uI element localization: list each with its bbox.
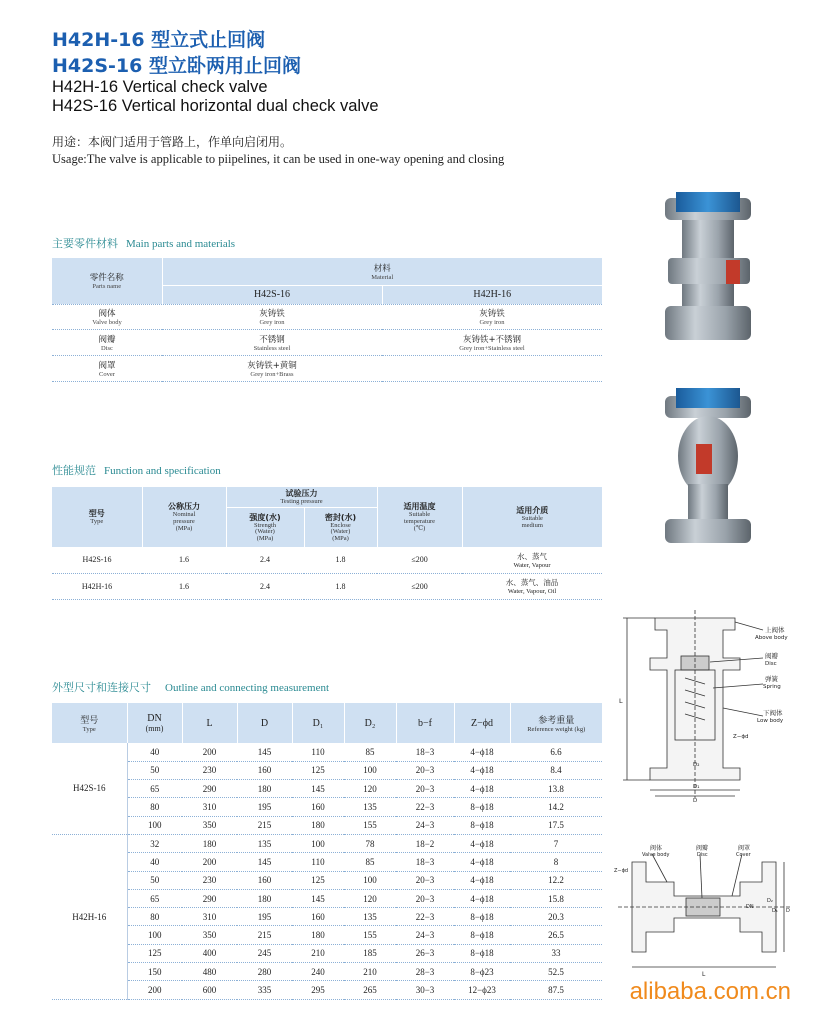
dimension-bf: 28−3 — [396, 963, 454, 981]
drawing2-cover-cn: 阀罩 — [738, 845, 751, 852]
dimension-dn: 65 — [127, 780, 182, 798]
materials-col-material-cn: 材料 — [373, 263, 391, 274]
dimension-d: 160 — [237, 871, 292, 889]
drawing2-dim-d2: D₂ — [767, 898, 773, 904]
materials-h42s-en: Stainless steel — [253, 344, 291, 352]
dimension-row — [52, 981, 602, 999]
dimension-dn: 32 — [127, 834, 182, 852]
dimension-dn: 40 — [127, 743, 182, 761]
dimension-bf: 26−3 — [396, 944, 454, 962]
dim-col-dn — [127, 703, 182, 743]
spec-col-seal — [304, 507, 377, 547]
dimension-zd: 4−ϕ18 — [454, 743, 510, 761]
dimension-dn: 50 — [127, 871, 182, 889]
drawing2-dim-zd: Z−ϕd — [614, 868, 629, 874]
dim-col-l: L — [182, 703, 237, 743]
materials-h42s-cn: 灰铸铁 — [259, 309, 285, 319]
materials-sub-h42s: H42S-16 — [162, 285, 382, 304]
dimensions-heading-cn: 外型尺寸和连接尺寸 — [52, 681, 151, 694]
spec-temp: ≤200 — [377, 547, 462, 573]
dimension-zd: 4−ϕ18 — [454, 853, 510, 871]
dim-col-d2: D₂ — [344, 703, 396, 743]
dimension-group-type: H42S-16 — [52, 743, 127, 834]
materials-h42s-cn: 不锈钢 — [259, 334, 285, 345]
dimension-zd: 8−ϕ18 — [454, 944, 510, 962]
materials-part-en: Disc — [101, 344, 113, 352]
spec-pressure: 1.6 — [142, 573, 226, 599]
dimension-l: 180 — [182, 834, 237, 852]
materials-part-en: Cover — [99, 370, 115, 378]
spec-strength: 2.4 — [226, 573, 304, 599]
dimension-l: 350 — [182, 816, 237, 834]
dimension-row — [52, 798, 602, 816]
spec-col-pressure-cn: 公称压力 — [168, 502, 200, 512]
materials-part-en: Valve body — [92, 319, 122, 326]
materials-part-cn: 阀体 — [98, 309, 116, 319]
spec-heading — [52, 462, 221, 478]
dimension-bf: 24−3 — [396, 926, 454, 944]
dimension-l: 290 — [182, 780, 237, 798]
dimension-l: 310 — [182, 908, 237, 926]
dimension-weight: 87.5 — [510, 981, 602, 999]
dimension-d1: 125 — [292, 871, 344, 889]
spec-col-seal-cn: 密封(水) — [324, 512, 357, 522]
dimension-d2: 100 — [344, 871, 396, 889]
materials-heading — [52, 235, 235, 251]
spec-col-temp-cn: 适用温度 — [403, 502, 436, 512]
spec-col-test-cn: 试验压力 — [285, 488, 318, 498]
dimension-weight: 8.4 — [510, 761, 602, 779]
dimension-row — [52, 780, 602, 798]
spec-seal: 1.8 — [304, 547, 377, 573]
title-en-h42h: H42H-16 Vertical check valve — [52, 78, 268, 96]
dimension-zd: 8−ϕ18 — [454, 816, 510, 834]
dimension-dn: 50 — [127, 761, 182, 779]
materials-row — [52, 355, 602, 381]
dimension-zd: 8−ϕ18 — [454, 798, 510, 816]
drawing1-low-body-cn: 下阀体 — [763, 709, 783, 717]
dimension-dn: 40 — [127, 853, 182, 871]
spec-medium-cn: 水、蒸气、油品 — [505, 578, 559, 587]
spec-col-strength-en: (Water) — [255, 528, 275, 536]
dimension-d: 280 — [237, 963, 292, 981]
dimension-bf: 20−3 — [396, 780, 454, 798]
drawing1-dim-d2: D₂ — [693, 762, 700, 768]
spec-medium — [462, 547, 602, 573]
spec-col-pressure-en: Nominal — [172, 511, 196, 519]
drawing1-dim-d: D — [693, 798, 698, 803]
dimension-d: 145 — [237, 743, 292, 761]
materials-h42h-cn: 灰铸铁 — [479, 309, 505, 319]
dimension-row — [52, 816, 602, 834]
dimension-row — [52, 834, 602, 852]
dimension-bf: 18−3 — [396, 853, 454, 871]
dimension-dn: 80 — [127, 908, 182, 926]
dimension-l: 350 — [182, 926, 237, 944]
materials-h42s-en: Grey iron+Brass — [250, 370, 294, 378]
dimensions-table — [52, 703, 602, 1000]
dimension-dn: 125 — [127, 944, 182, 962]
dimension-d1: 110 — [292, 743, 344, 761]
dim-col-zd: Z−ϕd — [454, 703, 510, 743]
dimension-d2: 185 — [344, 944, 396, 962]
dimension-bf: 20−3 — [396, 871, 454, 889]
dimension-l: 200 — [182, 853, 237, 871]
dimension-d1: 295 — [292, 981, 344, 999]
dimension-dn: 65 — [127, 889, 182, 907]
materials-col-part — [52, 258, 162, 304]
dimension-d2: 135 — [344, 798, 396, 816]
dimension-bf: 18−3 — [396, 743, 454, 761]
drawing1-dim-l: L — [619, 697, 623, 705]
dimension-dn: 100 — [127, 926, 182, 944]
spec-medium-en: Water, Vapour, Oil — [507, 588, 557, 595]
dimension-d1: 125 — [292, 761, 344, 779]
spec-col-medium-cn: 适用介质 — [516, 505, 549, 515]
title-cn-h42h: H42H-16 型立式止回阀 — [52, 29, 266, 51]
drawing1-above-body-cn: 上阀体 — [765, 626, 785, 634]
dim-col-dn-label: DN — [147, 713, 162, 724]
spec-seal: 1.8 — [304, 573, 377, 599]
dimension-d1: 180 — [292, 816, 344, 834]
dimension-bf: 20−3 — [396, 889, 454, 907]
spec-col-temp — [377, 487, 462, 547]
dimension-row — [52, 926, 602, 944]
dimension-d1: 160 — [292, 798, 344, 816]
dimension-d2: 155 — [344, 926, 396, 944]
dimension-weight: 26.5 — [510, 926, 602, 944]
dimension-zd: 8−ϕ18 — [454, 908, 510, 926]
valve-photos — [660, 188, 760, 548]
spec-col-pressure-en: pressure — [173, 518, 195, 526]
materials-col-material — [162, 258, 602, 285]
dim-col-type — [52, 703, 127, 743]
dimension-weight: 17.5 — [510, 816, 602, 834]
drawing2-disc-en: Disc — [697, 852, 708, 858]
dimension-d2: 265 — [344, 981, 396, 999]
dimension-d1: 100 — [292, 834, 344, 852]
spec-medium — [462, 573, 602, 599]
dimension-d1: 145 — [292, 780, 344, 798]
spec-type: H42H-16 — [52, 573, 142, 599]
dimension-l: 600 — [182, 981, 237, 999]
dim-col-d: D — [237, 703, 292, 743]
spec-col-type — [52, 487, 142, 547]
materials-heading-cn: 主要零件材料 — [52, 237, 118, 250]
spec-type: H42S-16 — [52, 547, 142, 573]
dimension-d: 180 — [237, 889, 292, 907]
dimension-zd: 4−ϕ18 — [454, 761, 510, 779]
spec-medium-en: Water, Vapour — [513, 561, 551, 569]
dim-col-d1: D₁ — [292, 703, 344, 743]
dimension-bf: 30−3 — [396, 981, 454, 999]
dimension-row — [52, 743, 602, 761]
dimension-d1: 160 — [292, 908, 344, 926]
dimension-d2: 120 — [344, 780, 396, 798]
drawing1-dim-d1: D₁ — [693, 784, 700, 790]
title-en-h42s: H42S-16 Vertical horizontal dual check valve — [52, 97, 379, 115]
dimension-d: 145 — [237, 853, 292, 871]
spec-table — [52, 487, 602, 600]
dimension-dn: 100 — [127, 816, 182, 834]
spec-col-temp-en: Suitable — [408, 511, 431, 519]
dimension-zd: 4−ϕ18 — [454, 780, 510, 798]
materials-h42h-en: Grey iron+Stainless steel — [459, 344, 525, 352]
materials-row — [52, 304, 602, 329]
dim-col-type-cn: 型号 — [80, 716, 99, 726]
spec-medium-cn: 水、蒸气 — [517, 551, 548, 561]
dimension-d2: 210 — [344, 963, 396, 981]
dimension-row — [52, 908, 602, 926]
materials-col-material-en: Material — [371, 273, 394, 281]
spec-col-strength-en: Strength — [253, 521, 277, 529]
watermark: alibaba.com.cn — [629, 978, 791, 1005]
dimension-zd: 12−ϕ23 — [454, 981, 510, 999]
spec-col-temp-unit: (℃) — [413, 524, 426, 532]
section-drawing-horizontal — [612, 842, 797, 982]
dimension-group-type: H42H-16 — [52, 834, 127, 999]
dimension-d: 245 — [237, 944, 292, 962]
spec-col-medium-en: medium — [521, 521, 543, 529]
dimension-weight: 8 — [510, 853, 602, 871]
dimension-bf: 18−2 — [396, 834, 454, 852]
materials-col-part-en: Parts name — [92, 283, 122, 291]
spec-col-medium-en: Suitable — [521, 514, 543, 522]
materials-row — [52, 329, 602, 355]
spec-heading-cn: 性能规范 — [52, 464, 96, 477]
drawing1-disc-en: Disc — [765, 661, 777, 667]
spec-col-temp-en: temperature — [403, 518, 436, 526]
drawing1-above-body-en: Above body — [755, 635, 788, 641]
dimension-weight: 14.2 — [510, 798, 602, 816]
drawing1-spring-cn: 弹簧 — [765, 675, 778, 683]
dimension-weight: 13.8 — [510, 780, 602, 798]
dimension-l: 200 — [182, 743, 237, 761]
materials-h42h-en: Grey iron — [479, 319, 505, 326]
dimension-bf: 20−3 — [396, 761, 454, 779]
dimension-weight: 33 — [510, 944, 602, 962]
dimension-row — [52, 889, 602, 907]
dimension-row — [52, 963, 602, 981]
dimension-dn: 80 — [127, 798, 182, 816]
dim-col-weight-cn: 参考重量 — [538, 716, 575, 726]
spec-col-strength-unit: (MPa) — [256, 535, 274, 543]
dimension-d2: 78 — [344, 834, 396, 852]
dimension-d1: 145 — [292, 889, 344, 907]
dimension-l: 230 — [182, 761, 237, 779]
dimension-zd: 8−ϕ23 — [454, 963, 510, 981]
dimension-d2: 85 — [344, 743, 396, 761]
dimension-l: 400 — [182, 944, 237, 962]
spec-col-strength — [226, 507, 304, 547]
dimension-l: 310 — [182, 798, 237, 816]
dimension-dn: 200 — [127, 981, 182, 999]
spec-temp: ≤200 — [377, 573, 462, 599]
valve-photo-dual — [665, 192, 751, 340]
dimension-zd: 4−ϕ18 — [454, 871, 510, 889]
dimension-d1: 180 — [292, 926, 344, 944]
dimension-d2: 100 — [344, 761, 396, 779]
materials-h42h-cn: 灰铸铁+不锈钢 — [462, 334, 522, 345]
dimension-zd: 4−ϕ18 — [454, 889, 510, 907]
materials-part-cn: 阀瓣 — [98, 334, 116, 345]
materials-h42s-en: Grey iron — [259, 319, 285, 326]
materials-col-part-cn: 零件名称 — [89, 273, 124, 284]
drawing2-valve-body-cn: 阀体 — [650, 845, 663, 852]
dimension-d1: 110 — [292, 853, 344, 871]
dimension-dn: 150 — [127, 963, 182, 981]
dimension-bf: 24−3 — [396, 816, 454, 834]
dimensions-heading — [52, 679, 329, 695]
spec-strength: 2.4 — [226, 547, 304, 573]
drawing2-dim-l: L — [702, 971, 706, 978]
dimension-d: 135 — [237, 834, 292, 852]
dim-col-weight-en: Reference weight (kg) — [527, 726, 586, 733]
dim-col-dn-unit: (mm) — [145, 724, 164, 733]
section-drawing-vertical — [615, 608, 795, 803]
dimension-row — [52, 944, 602, 962]
drawing2-disc-cn: 阀瓣 — [696, 845, 709, 852]
dimension-weight: 20.3 — [510, 908, 602, 926]
valve-photo-vertical — [665, 388, 751, 543]
drawing2-dim-dn: DN — [746, 904, 754, 910]
dimension-d: 215 — [237, 926, 292, 944]
dimension-weight: 52.5 — [510, 963, 602, 981]
materials-h42s-cn: 灰铸铁+黄铜 — [247, 360, 297, 371]
drawing2-dim-d: D — [786, 908, 790, 914]
spec-col-type-en: Type — [90, 518, 104, 526]
dimension-weight: 15.8 — [510, 889, 602, 907]
dimension-bf: 22−3 — [396, 908, 454, 926]
dimension-row — [52, 853, 602, 871]
dimension-weight: 12.2 — [510, 871, 602, 889]
drawing2-valve-body-en: Valve body — [642, 852, 670, 858]
spec-col-pressure-unit: (MPa) — [175, 524, 193, 532]
drawing1-disc-cn: 阀瓣 — [765, 652, 778, 660]
spec-col-seal-unit: (MPa) — [332, 535, 349, 543]
dimension-l: 290 — [182, 889, 237, 907]
dimension-l: 480 — [182, 963, 237, 981]
spec-row — [52, 547, 602, 573]
dimension-weight: 7 — [510, 834, 602, 852]
dim-col-type-en: Type — [82, 726, 96, 733]
dimension-weight: 6.6 — [510, 743, 602, 761]
dimensions-body — [52, 743, 602, 999]
drawing1-spring-en: Spring — [763, 684, 781, 690]
dimension-d1: 240 — [292, 963, 344, 981]
dim-col-bf: b−f — [396, 703, 454, 743]
drawing2-dim-d1: D₁ — [772, 908, 778, 914]
spec-col-medium — [462, 487, 602, 547]
spec-col-seal-en: Enclose — [330, 521, 351, 529]
dimension-row — [52, 761, 602, 779]
dimensions-heading-en: Outline and connecting measurement — [165, 682, 330, 694]
dimension-d2: 85 — [344, 853, 396, 871]
drawing1-low-body-en: Low body — [757, 718, 784, 724]
dimension-l: 230 — [182, 871, 237, 889]
dimension-d2: 155 — [344, 816, 396, 834]
dimension-d: 195 — [237, 798, 292, 816]
dimension-d: 215 — [237, 816, 292, 834]
drawing2-cover-en: Cover — [736, 852, 751, 858]
title-cn-h42s: H42S-16 型立卧两用止回阀 — [52, 55, 301, 77]
drawing1-dim-zd: Z−ϕd — [733, 734, 749, 740]
spec-col-pressure — [142, 487, 226, 547]
spec-col-test — [226, 487, 377, 507]
dimension-zd: 8−ϕ18 — [454, 926, 510, 944]
dimension-d2: 135 — [344, 908, 396, 926]
dimension-zd: 4−ϕ18 — [454, 834, 510, 852]
usage-en: Usage:The valve is applicable to piipelines, it can be used in one-way opening and closing — [52, 152, 505, 166]
spec-col-test-en: Testing pressure — [280, 497, 323, 505]
dimension-bf: 22−3 — [396, 798, 454, 816]
materials-part-cn: 阀罩 — [98, 360, 116, 371]
dimension-d2: 120 — [344, 889, 396, 907]
dimension-row — [52, 871, 602, 889]
materials-sub-h42h: H42H-16 — [382, 285, 602, 304]
spec-col-seal-en: (Water) — [330, 528, 351, 536]
dimension-d: 180 — [237, 780, 292, 798]
dimension-d: 160 — [237, 761, 292, 779]
dim-col-weight — [510, 703, 602, 743]
spec-heading-en: Function and specification — [104, 465, 221, 477]
spec-col-type-cn: 型号 — [88, 509, 105, 519]
usage-cn: 用途：本阀门适用于管路上，作单向启闭用。 — [52, 135, 293, 149]
materials-table — [52, 258, 602, 382]
dimension-d: 335 — [237, 981, 292, 999]
spec-col-strength-cn: 强度(水) — [249, 512, 281, 522]
spec-pressure: 1.6 — [142, 547, 226, 573]
materials-heading-en: Main parts and materials — [126, 238, 236, 250]
dimension-d1: 210 — [292, 944, 344, 962]
spec-row — [52, 573, 602, 599]
dimension-d: 195 — [237, 908, 292, 926]
